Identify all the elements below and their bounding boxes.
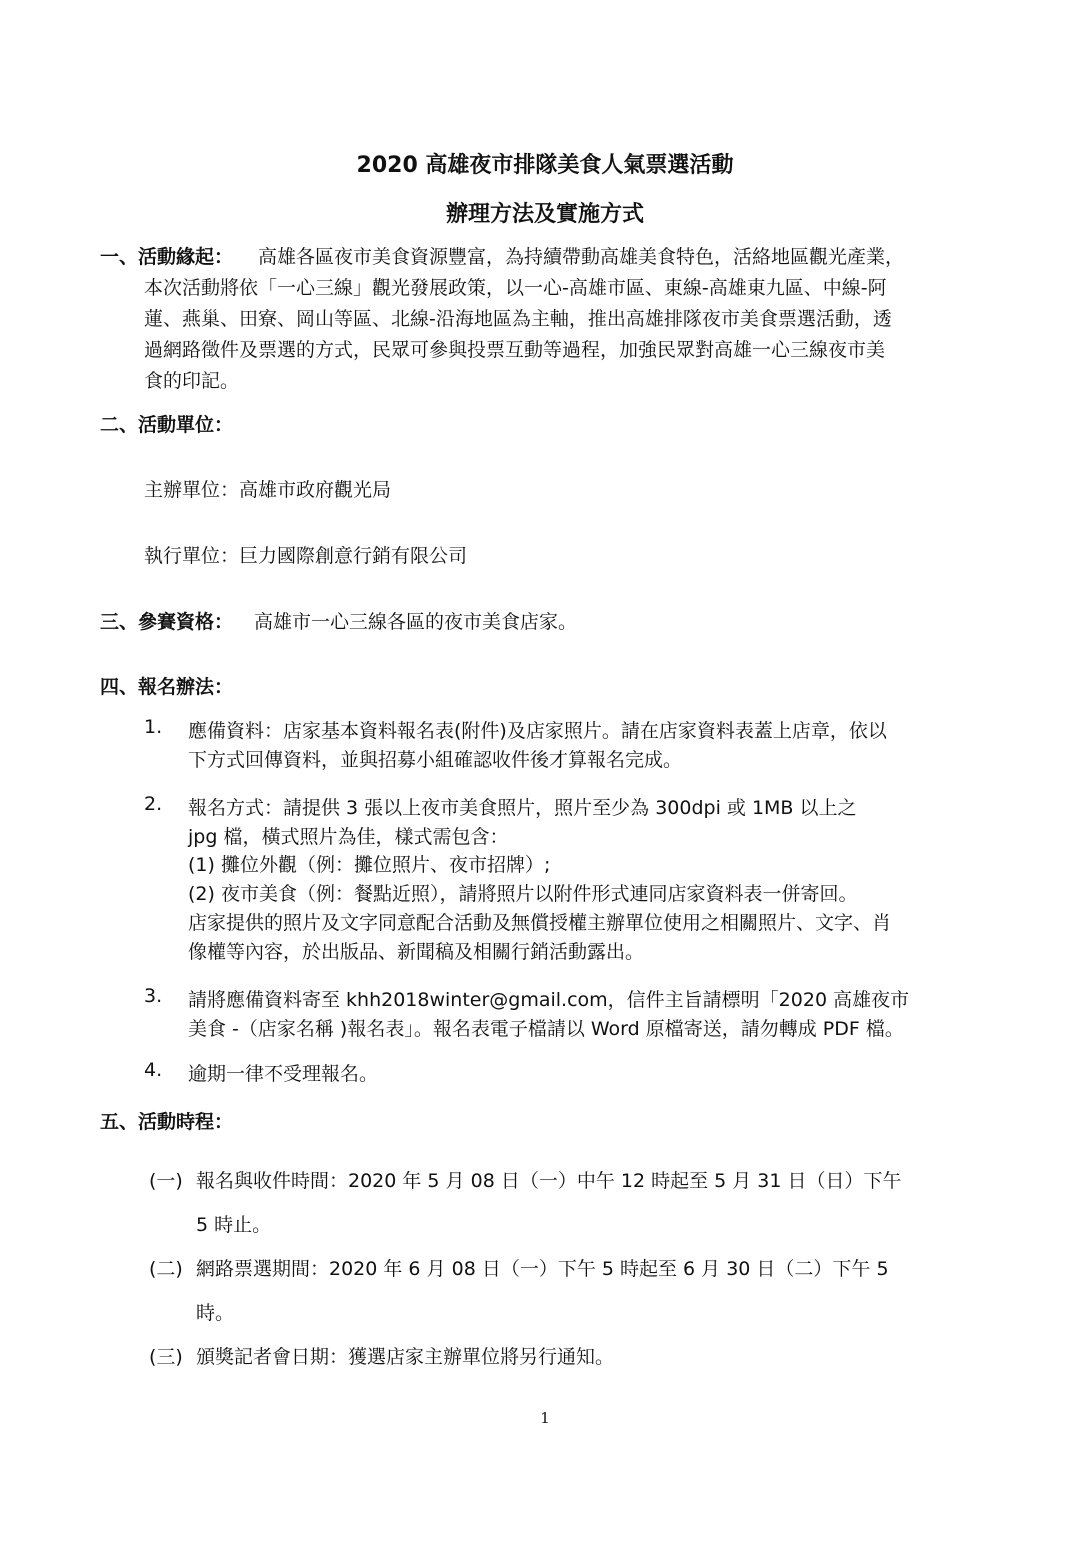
list-item-line: 下方式回傳資料，並與招募小組確認收件後才算報名完成。 (188, 749, 683, 771)
schedule-number: (一) (149, 1170, 183, 1192)
list-item-line: 報名方式：請提供 3 張以上夜市美食照片，照片至少為 300dpi 或 1MB 以上之 (188, 797, 857, 819)
document-title: 2020 高雄夜市排隊美食人氣票選活動 (356, 153, 734, 178)
list-item-line: 請將應備資料寄至 khh2018winter@gmail.com，信件主旨請標明「2020 高雄夜市 (188, 989, 910, 1011)
schedule-line: 網路票選期間：2020 年 6 月 08 日（一）下午 5 時起至 6 月 30 日（二）下午 5 (196, 1258, 889, 1280)
section-1-line: 過網路徵件及票選的方式，民眾可參與投票互動等過程，加強民眾對高雄一心三線夜市美 (144, 339, 886, 361)
schedule-line: 頒獎記者會日期：獲選店家主辦單位將另行通知。 (196, 1346, 615, 1368)
organizer-text: 主辦單位：高雄市政府觀光局 (144, 479, 392, 501)
schedule-number: (三) (149, 1346, 183, 1368)
page-number: 1 (540, 1409, 550, 1427)
list-item-line: 像權等內容，於出版品、新聞稿及相關行銷活動露出。 (188, 941, 645, 963)
executor-text: 執行單位：巨力國際創意行銷有限公司 (144, 545, 468, 567)
list-number: 1. (144, 716, 163, 738)
list-number: 3. (144, 985, 163, 1007)
list-number: 4. (144, 1059, 163, 1081)
section-4-heading: 四、報名辦法： (100, 676, 234, 698)
schedule-line: 報名與收件時間：2020 年 5 月 08 日（一）中午 12 時起至 5 月 31 日（日）下午 (196, 1170, 902, 1192)
section-1-line: 本次活動將依「一心三線」觀光發展政策，以一心-高雄市區、東線-高雄東九區、中線-阿 (144, 277, 887, 299)
section-3-heading: 三、參賽資格： (100, 611, 234, 633)
list-item-line: 店家提供的照片及文字同意配合活動及無償授權主辦單位使用之相關照片、文字、肖 (188, 912, 892, 934)
list-item-line: 應備資料：店家基本資料報名表(附件)及店家照片。請在店家資料表蓋上店章，依以 (188, 720, 887, 742)
list-item-line: (1) 攤位外觀（例：攤位照片、夜市招牌）; (188, 854, 551, 876)
list-item-line: 美食 -（店家名稱 )報名表」。報名表電子檔請以 Word 原檔寄送，請勿轉成 PDF 檔。 (188, 1018, 904, 1040)
eligibility-text: 高雄市一心三線各區的夜市美食店家。 (254, 611, 578, 633)
schedule-line: 時。 (196, 1302, 235, 1324)
section-2-heading: 二、活動單位： (100, 414, 234, 436)
list-item-line: jpg 檔，橫式照片為佳，樣式需包含： (188, 826, 509, 848)
section-1-line: 食的印記。 (144, 370, 240, 392)
section-5-heading: 五、活動時程： (100, 1111, 234, 1133)
document-subtitle: 辦理方法及實施方式 (445, 202, 644, 227)
schedule-line: 5 時止。 (196, 1214, 272, 1236)
list-item-line: (2) 夜市美食（例：餐點近照），請將照片以附件形式連同店家資料表一併寄回。 (188, 883, 858, 905)
section-1-line: 蓮、燕巢、田寮、岡山等區、北線-沿海地區為主軸，推出高雄排隊夜市美食票選活動，透 (144, 308, 892, 330)
section-1-heading: 一、活動緣起： (100, 246, 234, 268)
list-number: 2. (144, 793, 163, 815)
section-1-line: 高雄各區夜市美食資源豐富，為持續帶動高雄美食特色，活絡地區觀光產業， (258, 246, 905, 268)
list-item-line: 逾期一律不受理報名。 (188, 1063, 379, 1085)
schedule-number: (二) (149, 1258, 183, 1280)
